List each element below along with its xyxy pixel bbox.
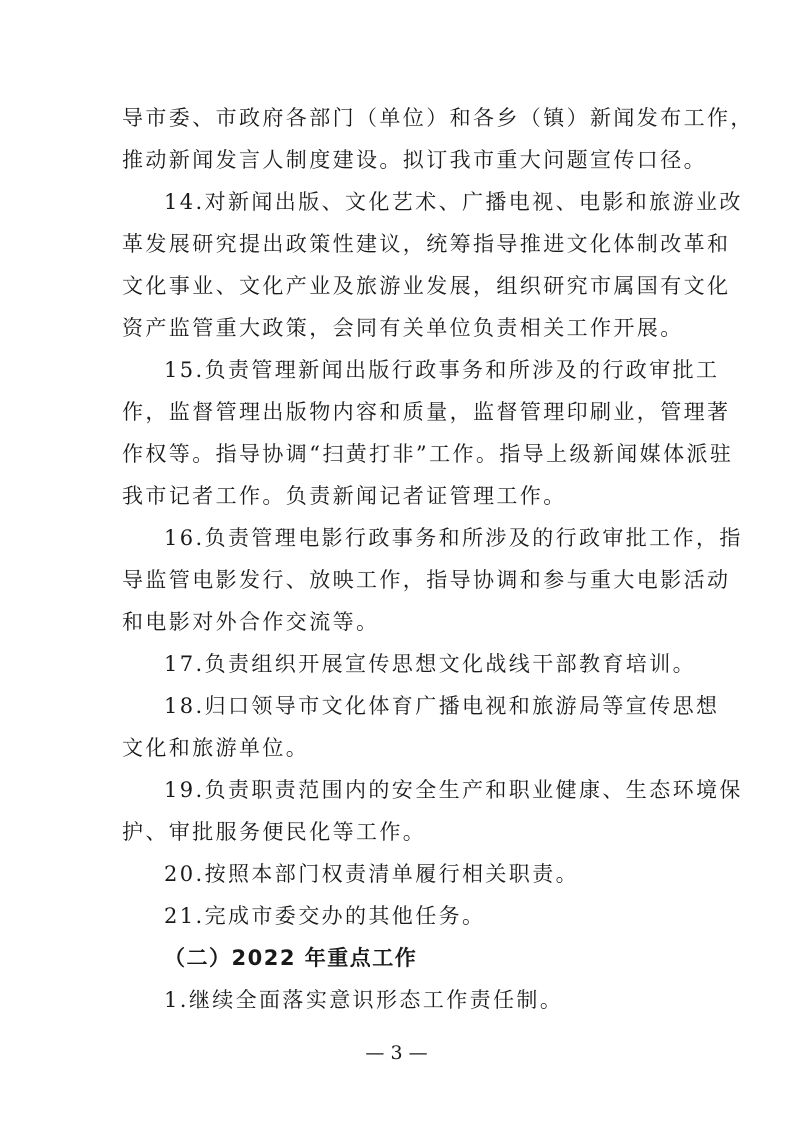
- item-17-line: 17.负责组织开展宣传思想文化战线干部教育培训。: [164, 652, 696, 676]
- item-14-line: 14.对新闻出版、文化艺术、广播电视、电影和旅游业改: [164, 190, 743, 214]
- text-line: 革发展研究提出政策性建议，统筹指导推进文化体制改革和: [122, 232, 731, 256]
- text-line: 作，监督管理出版物内容和质量，监督管理印刷业，管理著: [122, 400, 731, 424]
- item-16-line: 16.负责管理电影行政事务和所涉及的行政审批工作，指: [164, 526, 743, 550]
- item-20-line: 20.按照本部门权责清单履行相关职责。: [164, 862, 579, 886]
- text-line: 推动新闻发言人制度建设。拟订我市重大问题宣传口径。: [122, 148, 707, 172]
- text-line: 护、审批服务便民化等工作。: [122, 820, 427, 844]
- item-21-line: 21.完成市委交办的其他任务。: [164, 904, 486, 928]
- text-line: 文化事业、文化产业及旅游业发展，组织研究市属国有文化: [122, 274, 731, 298]
- text-line: 导监管电影发行、放映工作，指导协调和参与重大电影活动: [122, 568, 731, 592]
- page-number: — 3 —: [365, 1042, 428, 1064]
- item-18-line: 18.归口领导市文化体育广播电视和旅游局等宣传思想: [164, 694, 720, 718]
- item-15-line: 15.负责管理新闻出版行政事务和所涉及的行政审批工: [164, 358, 720, 382]
- text-line: 资产监管重大政策，会同有关单位负责相关工作开展。: [122, 316, 684, 340]
- text-line: 导市委、市政府各部门（单位）和各乡（镇）新闻发布工作，: [122, 106, 754, 130]
- text-line: 文化和旅游单位。: [122, 736, 310, 760]
- section-heading: （二）2022 年重点工作: [164, 946, 418, 970]
- text-line: 我市记者工作。负责新闻记者证管理工作。: [122, 484, 567, 508]
- item-19-line: 19.负责职责范围内的安全生产和职业健康、生态环境保: [164, 778, 743, 802]
- text-line: 作权等。指导协调“扫黄打非”工作。指导上级新闻媒体派驻: [122, 442, 734, 466]
- text-line: 和电影对外合作交流等。: [122, 610, 380, 634]
- item-1-line: 1.继续全面落实意识形态工作责任制。: [164, 988, 564, 1012]
